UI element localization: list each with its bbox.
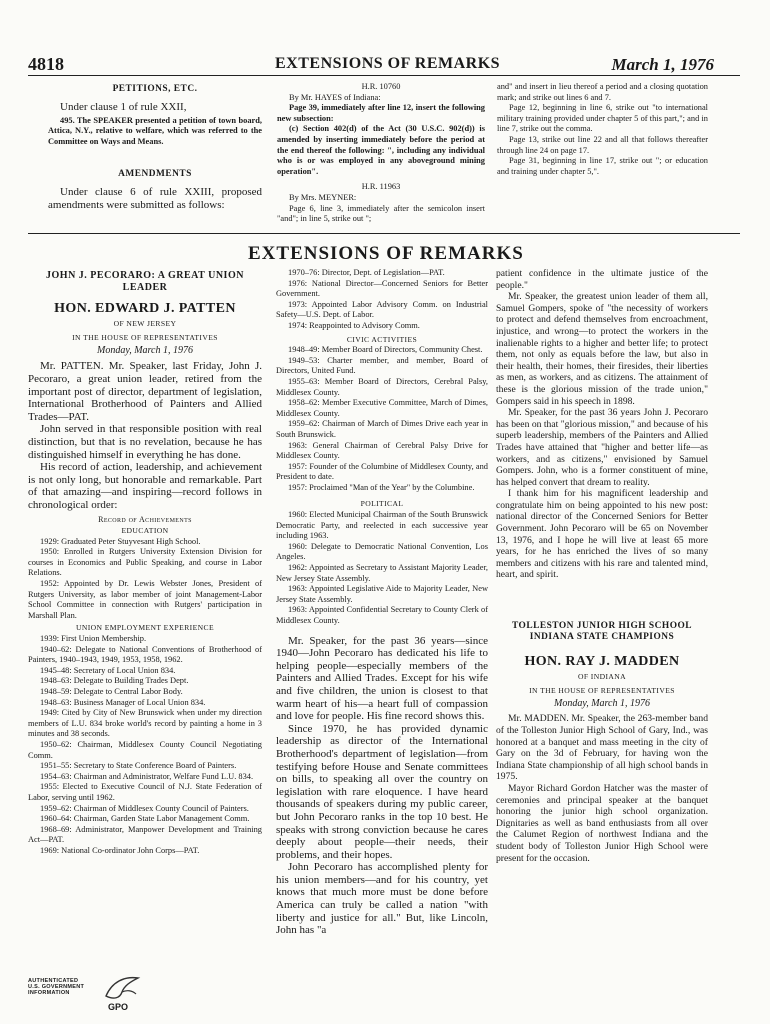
article-headline: JOHN J. PECORARO: A GREAT UNION LEADER — [46, 270, 244, 293]
amendment-text: and" and insert in lieu thereof a period and a closing quotation mark; and strike out lines 6 and 7. — [497, 82, 708, 102]
article-headline: TOLLESTON JUNIOR HIGH SCHOOL INDIANA STATE CHAMPIONS — [511, 621, 693, 643]
civic-heading: CIVIC ACTIVITIES — [346, 334, 418, 344]
bill-sponsor: By Mr. HAYES of Indiana: — [289, 92, 381, 102]
record-entry: 1958–62: Member Executive Committee, March of Dimes, Middlesex County. — [276, 398, 488, 418]
petitions-heading: PETITIONS, ETC. — [112, 84, 198, 94]
clause-text: Under clause 1 of rule XXII, — [60, 100, 187, 113]
record-entry: 1957: Proclaimed "Man of the Year" by the Columbine. — [288, 482, 475, 492]
speaker-state: OF NEW JERSEY — [113, 318, 177, 328]
record-heading: Record of Achievements — [98, 514, 192, 524]
amendment-text: Page 31, beginning in line 17, strike out "; or education and training under chapter 5,". — [497, 156, 708, 176]
logo-line: AUTHENTICATED — [28, 978, 79, 984]
bill-sponsor: By Mrs. MEYNER: — [289, 192, 357, 202]
speaker-state: OF INDIANA — [577, 671, 627, 681]
pecoraro-column-1 — [28, 268, 262, 857]
record-entry: 1955–63: Member Board of Directors, Cerebral Palsy, Middlesex County. — [276, 376, 488, 397]
gpo-mark: GPO — [108, 1002, 129, 1012]
record-entry: 1950–62: Chairman, Middlesex County Council Negotiating Comm. — [28, 739, 262, 760]
record-entry: 1948–63: Business Manager of Local Union 834. — [40, 697, 206, 707]
speech-paragraph: Mr. Speaker, for the past 36 years John J. Pecoraro has been on that "glorious mission," and because of his superb leadership, members of the Painters and Allied Trades have attained that "higher and better life—as workers, and as citizens," envisioned by Samuel Gompers. John, who is a former constituent of mine, has helped convert that dream to reality. — [496, 407, 708, 488]
speech-paragraph: Mr. Speaker, the greatest union leader of them all, Samuel Gompers, spoke of "the necessity of workers to protect and defend themselves from encroachment, injustice, and wrong—to protect the workers in the inalienable rights to a higher and better life; to protect them, not only as equals before the law, but also in their health, their homes, their firesides, their liberties as men, as workers, and as citizens. The attainment of these is the glorious mission of the trade union," Gompers said in his speech in 1898. — [496, 291, 708, 407]
union-heading: UNION EMPLOYMENT EXPERIENCE — [75, 623, 215, 633]
header-rule — [28, 75, 740, 76]
house-label: IN THE HOUSE OF REPRESENTATIVES — [72, 333, 218, 343]
record-entry: 1929: Graduated Peter Stuyvesant High School. — [40, 536, 201, 546]
petitions-section — [48, 82, 262, 212]
record-entry: 1962: Appointed as Secretary to Assistant Majority Leader, New Jersey State Assembly. — [276, 563, 488, 583]
record-entry: 1963: General Chairman of Cerebral Palsy Drive for Middlesex County. — [276, 440, 488, 461]
speech-paragraph: Mr. MADDEN. Mr. Speaker, the 263-member band of the Tolleston Junior High School of Gary, Ind., was honored at a banquet and mass meeting in the city of Gary on the 3d of February, for having won the Indiana State championship of all high school bands in 1975. — [496, 713, 708, 783]
speech-paragraph: Since 1970, he has provided dynamic leadership as director of the International Brotherhood's department of legislation—from testifying before House and Senate committees on bills, to speaking all over the country on legislation with rare eloquence. I have heard thousands of speakers during my public career, but John Pecoraro ranks in the top 10 best. He speaks with strong conviction because he cares deeply about people—their needs, their problems, and their hopes. — [276, 722, 488, 861]
amendment-text: Page 6, line 3, immediately after the semicolon insert "and"; in line 5, strike out "; — [277, 203, 485, 224]
record-entry: 1973: Appointed Labor Advisory Comm. on Industrial Safety—U.S. Dept. of Labor. — [276, 299, 488, 320]
record-entry: 1951–55: Secretary to State Conference Board of Painters. — [40, 761, 237, 771]
speech-paragraph: His record of action, leadership, and achievement is not only long, but honorable and remarkable. Part of that amazing—and inspiring—record follows in chronological order: — [28, 461, 262, 511]
logo-line: U.S. GOVERNMENT — [28, 984, 85, 990]
amendments-intro: Under clause 6 of rule XXIII, proposed amendments were submitted as follows: — [48, 185, 262, 211]
record-entry: 1968–69: Administrator, Manpower Development and Training Act—PAT. — [28, 824, 262, 845]
amendment-text: (c) Section 402(d) of the Act (30 U.S.C. 902(d)) is amended by inserting immediately before the period at the end thereof the following: ", including any individual who is or was employed in any aboveground mining operation". — [277, 124, 485, 176]
running-title: EXTENSIONS OF REMARKS — [275, 55, 501, 72]
pecoraro-column-3 — [496, 268, 708, 864]
record-entry: 1954–63: Chairman and Administrator, Welfare Fund L.U. 834. — [40, 771, 254, 781]
record-entry: 1959–62: Chairman of Middlesex County Council of Painters. — [40, 803, 249, 813]
record-entry: 1949: Cited by City of New Brunswick when under my direction members of L.U. 834 broke world's record by painting a home in 3 minutes and 38 seconds. — [28, 708, 262, 739]
political-heading: POLITICAL — [360, 499, 404, 509]
record-entry: 1945–48: Secretary of Local Union 834. — [40, 665, 176, 675]
speaker-name: HON. EDWARD J. PATTEN — [54, 301, 236, 316]
speech-paragraph: John served in that responsible position with real distinction, but that is no revelation, because he has distinguished himself in everything he has done. — [28, 423, 262, 461]
record-entry: 1957: Founder of the Columbine of Middlesex County, and President to date. — [276, 461, 488, 482]
record-entry: 1949–53: Charter member, and member, Board of Directors, United Fund. — [276, 355, 488, 376]
bill-number: H.R. 11963 — [361, 182, 401, 192]
amendments-heading: AMENDMENTS — [118, 169, 192, 180]
record-entry: 1976: National Director—Concerned Seniors for Better Government. — [276, 278, 488, 299]
record-entry: 1955: Elected to Executive Council of N.J. State Federation of Labor, serving until 1962. — [28, 782, 262, 802]
speaker-name: HON. RAY J. MADDEN — [524, 654, 680, 670]
petition-text: 495. The SPEAKER presented a petition of town board, Attica, N.Y., relative to welfare, which was referred to the Committee on Ways and Means. — [48, 115, 262, 146]
record-entry: 1939: First Union Membership. — [40, 634, 147, 644]
speech-paragraph: John Pecoraro has accomplished plenty for his union members—and for his country, yet knows that much more must be done before America can truly be called a nation "with liberty and justice for all." But, like Lincoln, John has "a — [276, 861, 488, 937]
record-entry: 1960–64: Chairman, Garden State Labor Management Comm. — [40, 814, 250, 824]
page-date: March 1, 1976 — [611, 55, 714, 74]
page-number: 4818 — [28, 54, 64, 74]
amendment-text: Page 39, immediately after line 12, insert the following new subsection: — [277, 103, 485, 123]
record-entry: 1963: Appointed Legislative Aide to Majority Leader, New Jersey State Assembly. — [276, 584, 488, 604]
record-entry: 1948–49: Member Board of Directors, Community Chest. — [288, 345, 483, 355]
record-entry: 1948–63: Delegate to Building Trades Dept. — [40, 676, 189, 686]
record-entry: 1950: Enrolled in Rutgers University Extension Division for courses in Economics and Public Speaking, and course in Labor Relations. — [28, 547, 262, 578]
house-label: IN THE HOUSE OF REPRESENTATIVES — [529, 686, 675, 696]
section-title: EXTENSIONS OF REMARKS — [248, 243, 524, 264]
record-entry: 1974: Reappointed to Advisory Comm. — [288, 320, 420, 330]
amendment-text: Page 13, strike out line 22 and all that follows thereafter through line 24 on page 17. — [497, 134, 708, 155]
speech-paragraph: Mr. Speaker, for the past 36 years—since 1940—John Pecoraro has dedicated his life to helping people—especially members of the Painters and Allied Trades. Except for his wife and five children, the union is closest to that warm heart of his—a heart full of compassion and love for people. His fine record shows this. — [276, 634, 488, 723]
record-entry: 1960: Delegate to Democratic National Convention, Los Angeles. — [276, 541, 488, 562]
record-entry: 1960: Elected Municipal Chairman of the South Brunswick Democratic Party, and reelected in each successive year including 1963. — [276, 510, 488, 541]
record-entry: 1959–62: Chairman of March of Dimes Drive each year in South Brunswick. — [276, 419, 488, 439]
speech-date: Monday, March 1, 1976 — [96, 344, 193, 356]
speech-date: Monday, March 1, 1976 — [553, 697, 650, 709]
amendments-continued — [497, 82, 708, 177]
speech-paragraph: Mr. PATTEN. Mr. Speaker, last Friday, John J. Pecoraro, a great union leader, retired from the important post of director, department of legislation, International Brotherhood of Painters and Allied Trades—PAT. — [28, 360, 262, 423]
pecoraro-column-2 — [276, 268, 488, 937]
speech-paragraph: I thank him for his magnificent leadership and congratulate him on being appointed to his new post: national director of the Concerned Seniors for Better Government. John Pecoraro will be 65 on November 13, 1976, and I hope he will live at least 65 more years, for he has enriched the lives of so many members and citizens with his rare and talented mind, heart, and spirit. — [496, 488, 708, 581]
gpo-authentication-logo — [22, 974, 142, 1014]
record-entry: 1952: Appointed by Dr. Lewis Webster Jones, President of Rutgers University, as labor member of joint Management-Labor School Committee in connection with Rutgers' participation in Marshall Plan. — [28, 579, 262, 620]
speech-paragraph: Mayor Richard Gordon Hatcher was the master of ceremonies and principal speaker at the banquet honoring the junior high school organization. Dignitaries as well as band enthusiasts from all over the Calumet Region of northwest Indiana and the student body of Tolleston Junior High School were present for the occasion. — [496, 782, 708, 864]
amendments-column — [277, 82, 485, 225]
education-heading: EDUCATION — [121, 526, 169, 536]
logo-line: INFORMATION — [28, 990, 70, 996]
record-entry: 1940–62: Delegate to National Conventions of Brotherhood of Painters, 1940–1943, 1949, 1953, 1958, 1962. — [28, 644, 262, 665]
record-entry: 1948–59: Delegate to Central Labor Body. — [40, 687, 183, 696]
bill-number: H.R. 10760 — [361, 82, 401, 91]
record-entry: 1963: Appointed Confidential Secretary to County Clerk of Middlesex County. — [276, 605, 488, 625]
section-rule — [28, 233, 740, 234]
amendment-text: Page 12, beginning in line 6, strike out "to international military training provided under chapter 5 of this part,"; and in line 7, strike out the comma. — [497, 103, 708, 134]
speech-paragraph: patient confidence in the ultimate justice of the people." — [496, 268, 708, 291]
record-entry: 1970–76: Director, Dept. of Legislation—PAT. — [288, 268, 445, 277]
record-entry: 1969: National Co-ordinator John Corps—PAT. — [40, 845, 200, 855]
eagle-icon — [102, 974, 142, 1004]
